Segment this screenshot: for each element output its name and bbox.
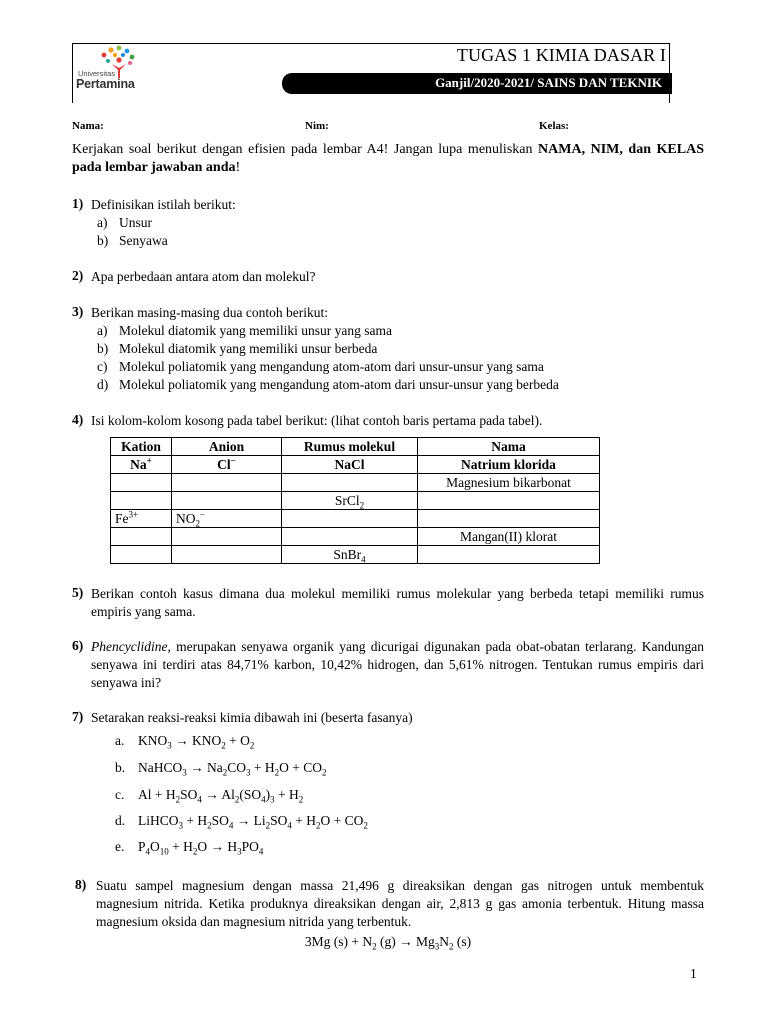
document-title: TUGAS 1 KIMIA DASAR I (456, 45, 666, 65)
table-cell (282, 510, 418, 528)
q8-equation: 3Mg $(s) + N_2$ $(g) \to Mg_3N_2$ (s) (304, 934, 472, 952)
page-number: 1 (690, 966, 697, 981)
table-header-row (111, 438, 600, 456)
q6-number: 6) (72, 638, 84, 653)
table-cell (111, 546, 172, 564)
table-cell (172, 492, 282, 510)
q2-text: Apa perbedaan antara atom dan molekul? (91, 269, 316, 284)
table-cell: NaCl (282, 456, 418, 474)
table-row (111, 492, 600, 510)
table-cell (111, 528, 172, 546)
table-cell: Magnesium bikarbonat (418, 474, 600, 492)
table-cell (418, 546, 600, 564)
table-cell (172, 546, 282, 564)
table-cell (111, 474, 172, 492)
table-header: Kation (111, 438, 172, 456)
table-cell: Na+ (111, 456, 172, 474)
table-cell (282, 474, 418, 492)
table-cell: SrCl$_2$ (282, 492, 418, 510)
q1-number: 1) (72, 196, 84, 211)
table-cell (418, 492, 600, 510)
reaction-b: b. NaHCO$_3$ → $Na_2CO_3 + H_2O + CO_2$ (115, 760, 327, 778)
table-row (111, 474, 600, 492)
q7-text: Setarakan reaksi-reaksi kimia dibawah ini (beserta fasanya) (91, 710, 413, 725)
nim-label: Nim: (305, 120, 329, 132)
q3-number: 3) (72, 304, 84, 319)
q1-item-a: a) Unsur (97, 215, 152, 230)
header-border-left (72, 43, 73, 103)
reaction-d: d. LiHCO$_3$ + $H_2SO_4 \to Li_2SO_4 + H_2O + CO_2$ (115, 813, 368, 831)
table-cell (111, 492, 172, 510)
table-cell (282, 528, 418, 546)
reaction-e: e. $P_4O_{10} + H_2O \to H_3PO_4$ (115, 839, 264, 857)
instruction-paragraph: Kerjakan soal berikut dengan efisien pada lembar A4! Jangan lupa menuliskan NAMA, NIM, dan KELAS pada lembar jawaban anda! (72, 142, 705, 175)
logo-small-text: Universitas (78, 69, 116, 78)
table-cell: Natrium klorida (418, 456, 600, 474)
q3-item-a: a) Molekul diatomik yang memiliki unsur yang sama (97, 323, 392, 338)
q4-text: Isi kolom-kolom kosong pada tabel berikut: (lihat contoh baris pertama pada tabel). (91, 413, 543, 428)
table-row (111, 546, 600, 564)
header-border-top (72, 43, 670, 44)
table-header: Nama (418, 438, 600, 456)
q3-item-d: d) Molekul poliatomik yang mengandung atom-atom dari unsur-unsur yang berbeda (97, 377, 559, 392)
q4-number: 4) (72, 412, 84, 427)
table-row (111, 456, 600, 474)
table-cell: SnBr$_4$ (282, 546, 418, 564)
q1-item-b: b) Senyawa (97, 233, 168, 248)
kelas-label: Kelas: (539, 120, 569, 132)
table-cell: $NO_2^-$ (172, 510, 282, 528)
q7-number: 7) (72, 709, 84, 724)
q8-text: Suatu sampel magnesium dengan massa 21,496 g direaksikan dengan gas nitrogen untuk membentuk magnesium nitrida. Ketika produknya direaksikan dengan air, 2,813 g gas amonia terbentuk. Hitung massa magnesium oksida dan magnesium nitrida yang terbentuk. (96, 878, 704, 929)
table-header: Rumus molekul (282, 438, 418, 456)
q3-item-c: c) Molekul poliatomik yang mengandung atom-atom dari unsur-unsur yang sama (97, 359, 544, 374)
table-cell: Mangan(II) klorat (418, 528, 600, 546)
subtitle-text: Ganjil/2020-2021/ SAINS DAN TEKNIK (435, 75, 662, 90)
q8-number: 8) (75, 877, 87, 892)
table-header: Anion (172, 438, 282, 456)
table-cell: Cl− (172, 456, 282, 474)
nama-label: Nama: (72, 120, 104, 132)
table-cell (172, 474, 282, 492)
q5-number: 5) (72, 585, 84, 600)
ion-table (110, 437, 600, 564)
q1-text: Definisikan istilah berikut: (91, 197, 236, 212)
q5-text: Berikan contoh kasus dimana dua molekul memiliki rumus molekular yang berbeda tetapi memiliki rumus empiris yang sama. (91, 586, 704, 619)
table-cell: $Fe^{3+}$ (111, 510, 172, 528)
table-cell (172, 528, 282, 546)
q2-number: 2) (72, 268, 84, 283)
logo-main-text: Pertamina (76, 77, 135, 91)
table-row (111, 528, 600, 546)
q6-text: Phencyclidine, merupakan senyawa organik yang dicurigai digunakan pada obat-obatan terlarang. Kandungan senyawa ini terdiri atas 84,71% karbon, 10,42% hidrogen, dan 5,61% nitrogen. Tentukan rumus empiris dari senyawa ini? (91, 639, 704, 690)
reaction-c: c. $Al + H_2SO_4 \to Al_2(SO_4)_3 + H_2$ (115, 787, 304, 805)
table-row (111, 510, 600, 528)
q3-text: Berikan masing-masing dua contoh berikut: (91, 305, 328, 320)
table-cell (418, 510, 600, 528)
q3-item-b: b) Molekul diatomik yang memiliki unsur berbeda (97, 341, 378, 356)
reaction-a: a. $KNO_3 \to KNO_2 + O_2$ (115, 733, 255, 751)
